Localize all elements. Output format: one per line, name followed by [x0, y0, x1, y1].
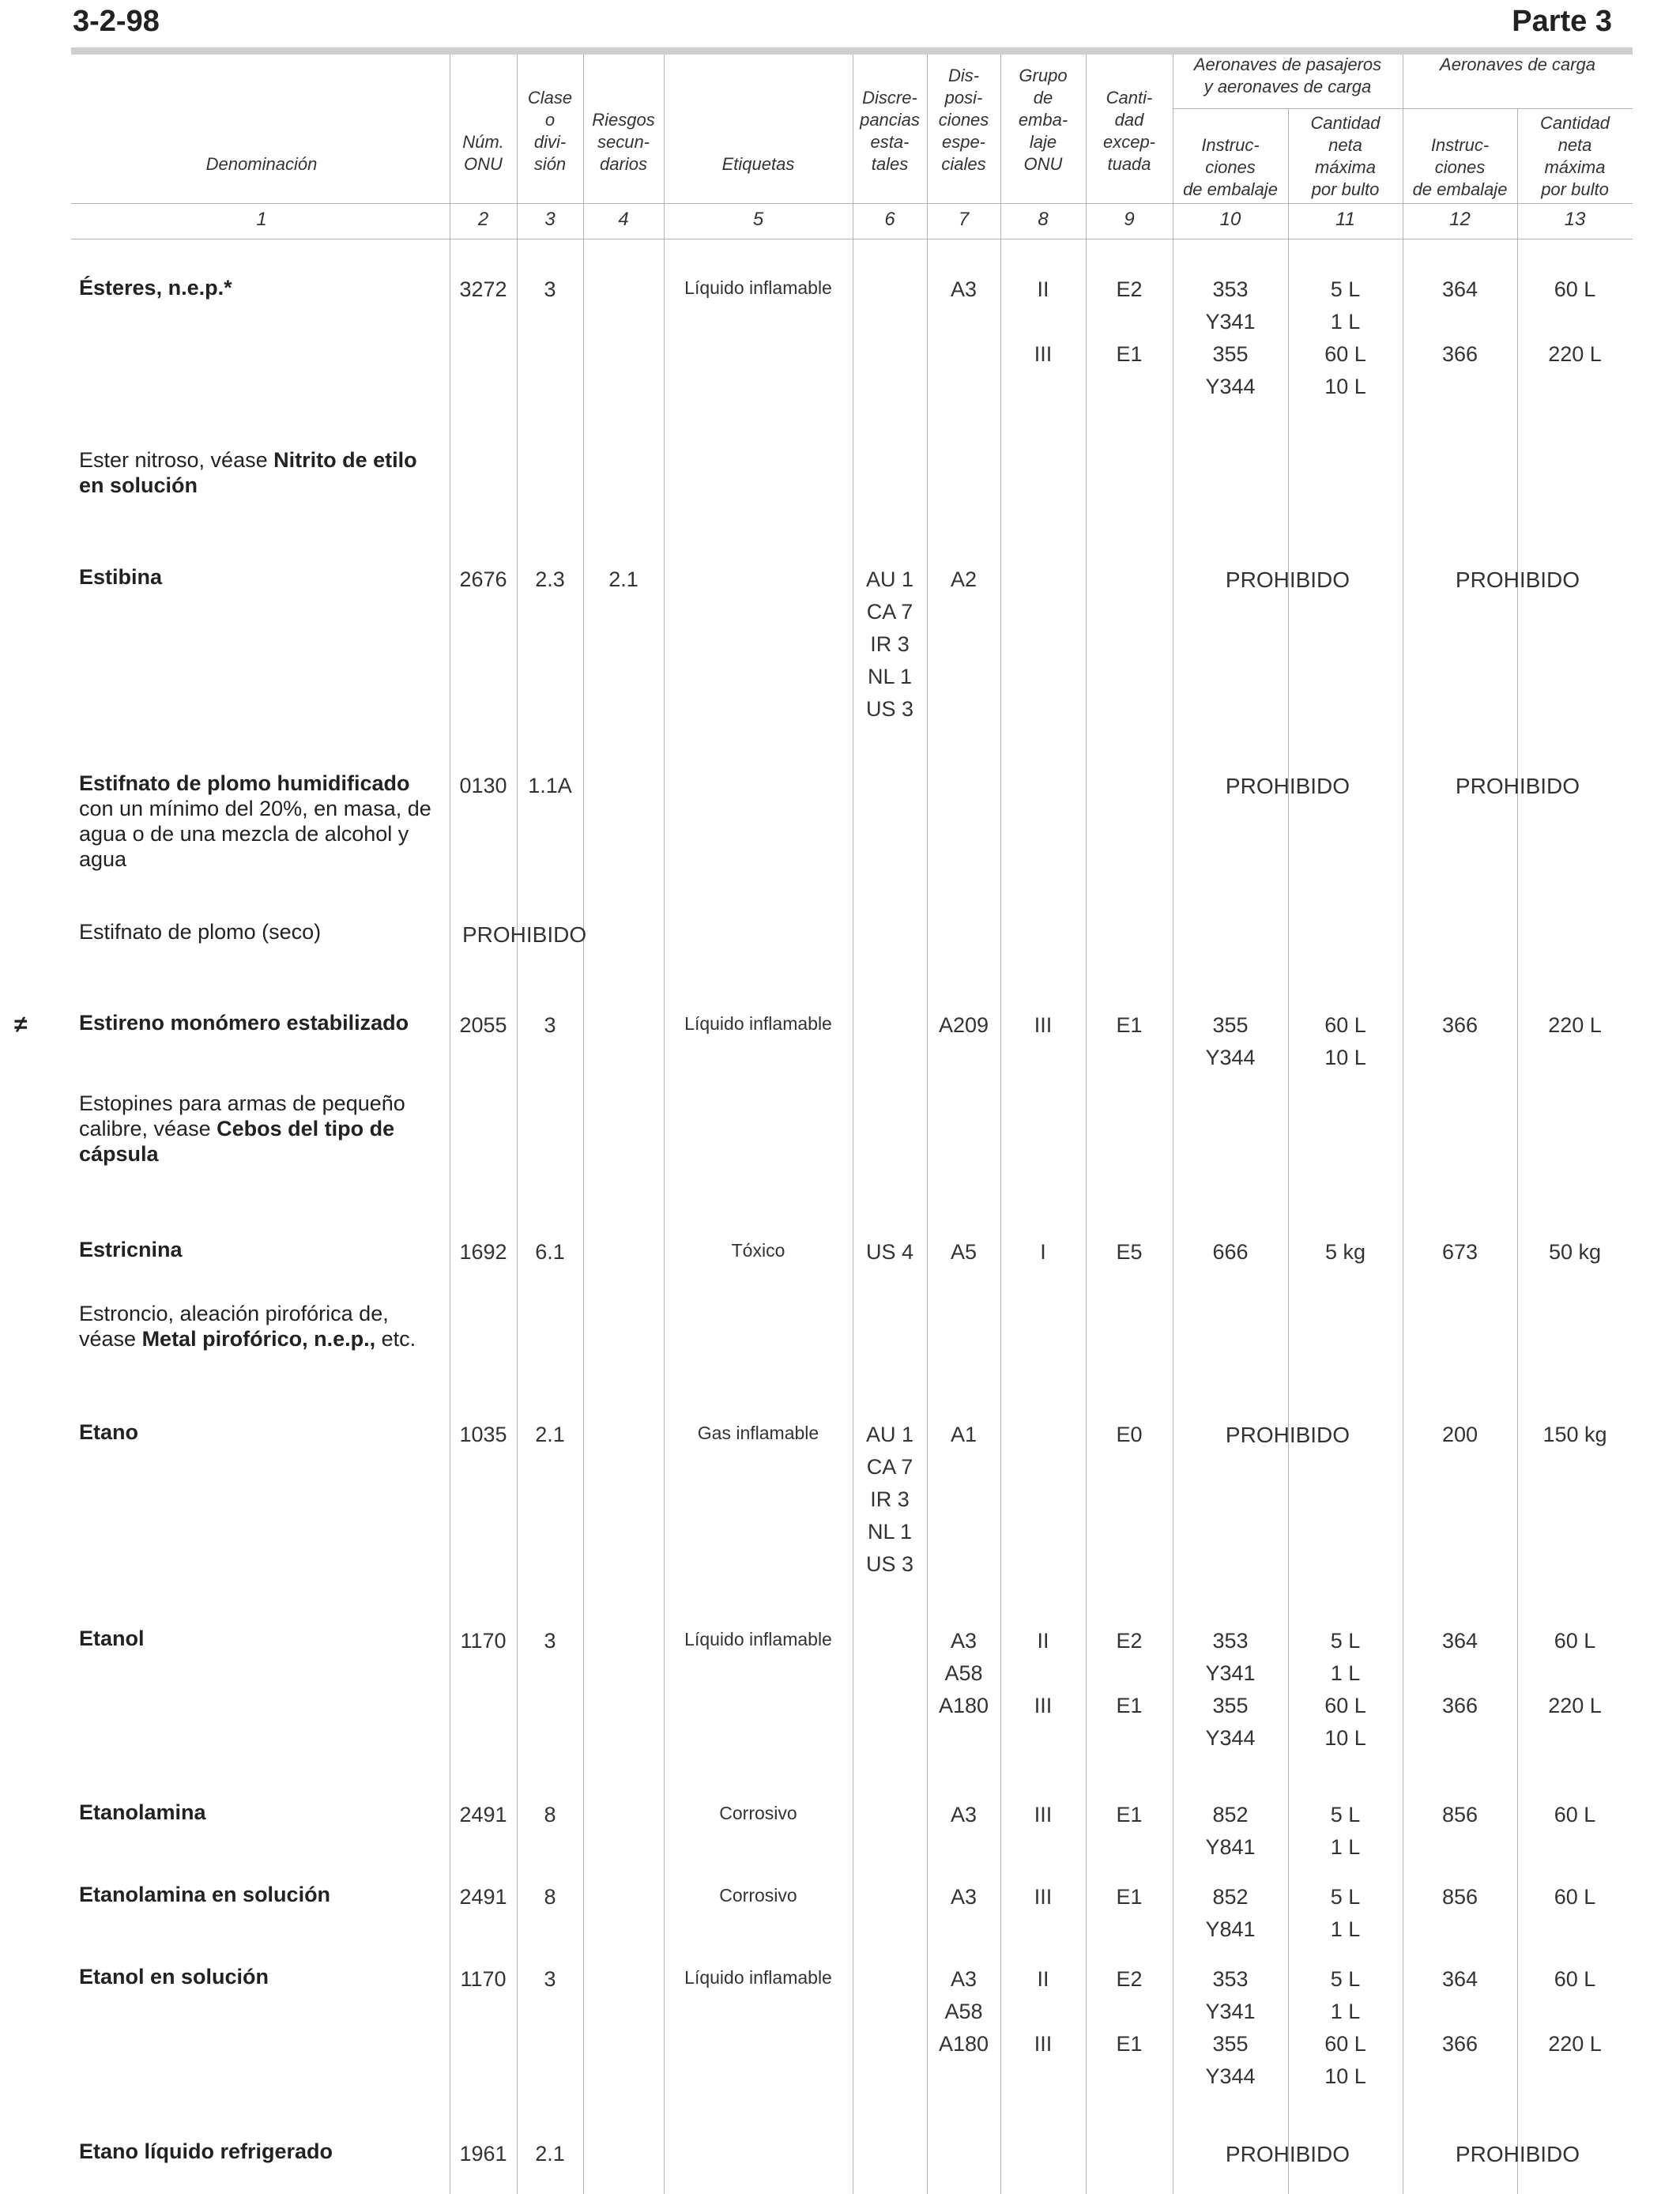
class-division: 8 [544, 1803, 556, 1826]
un-number: 1035 [459, 1423, 507, 1446]
max-quantity-pax: 5 kg [1324, 1240, 1366, 1264]
max-quantity-cargo: 60 L 220 L [1548, 1967, 1602, 2056]
special-provisions: A3 [950, 277, 977, 301]
hazard-label: Líquido inflamable [684, 277, 832, 298]
packing-instruction-pax: 353 Y341 355 Y344 [1205, 1967, 1256, 2088]
excepted-quantity: E1 [1116, 1885, 1143, 1909]
un-number: 0130 [459, 774, 507, 797]
max-quantity-cargo: 60 L [1554, 1885, 1596, 1909]
column-divider [927, 55, 928, 2194]
hazard-label: Tóxico [731, 1240, 785, 1261]
max-quantity-cargo: 220 L [1548, 1013, 1602, 1037]
column-number: 3 [544, 209, 556, 230]
class-division: 3 [544, 277, 556, 301]
prohibited-cargo: PROHIBIDO [1455, 774, 1580, 798]
column-divider [583, 55, 584, 2194]
header-disposiciones: Dis- posi- ciones espe- ciales [938, 66, 989, 174]
special-provisions: A209 [938, 1013, 989, 1037]
packing-instruction-pax: 852 Y841 [1205, 1803, 1256, 1859]
entry-name: Etano líquido refrigerado [79, 2139, 333, 2163]
packing-instruction-pax: 355 Y344 [1205, 1013, 1256, 1069]
excepted-quantity: E1 [1116, 1803, 1143, 1826]
forbidden-note: PROHIBIDO [462, 922, 587, 947]
page-header [73, 0, 1612, 51]
entry-name: Estroncio, aleación pirofórica de, véase Metal pirofórico, n.e.p., etc. [79, 1302, 416, 1351]
header-grupo: Grupo de emba- laje ONU [1018, 66, 1068, 174]
column-number: 4 [618, 209, 629, 230]
un-number: 2676 [459, 567, 507, 591]
hazard-label: Líquido inflamable [684, 1013, 832, 1034]
packing-instruction-cargo: 364 366 [1441, 1629, 1478, 1717]
packing-group: II III [1034, 1967, 1053, 2056]
excepted-quantity: E0 [1116, 1423, 1143, 1446]
un-number: 1170 [460, 1967, 507, 1991]
entry-name: Etanol en solución [79, 1965, 269, 1989]
hazard-label: Gas inflamable [697, 1423, 819, 1443]
column-number: 2 [477, 209, 489, 230]
packing-instruction-cargo: 673 [1441, 1240, 1478, 1264]
packing-group: III [1034, 1013, 1053, 1037]
max-quantity-cargo: 150 kg [1543, 1423, 1607, 1446]
header-cantidad-pax: Cantidad neta máxima por bulto [1310, 113, 1381, 199]
packing-instruction-cargo: 856 [1441, 1803, 1478, 1826]
special-provisions: A1 [950, 1423, 977, 1446]
hazard-label: Corrosivo [719, 1885, 797, 1906]
state-variations: AU 1 CA 7 IR 3 NL 1 US 3 [865, 567, 914, 721]
header-num-onu: Núm. ONU [462, 132, 504, 174]
max-quantity-cargo: 60 L 220 L [1548, 1629, 1602, 1717]
un-number: 2055 [459, 1013, 507, 1037]
class-division: 3 [544, 1013, 556, 1037]
prohibited-pax: PROHIBIDO [1225, 774, 1350, 798]
entry-name: Estricnina [79, 1238, 183, 1261]
class-division: 3 [544, 1967, 556, 1991]
packing-group: II III [1034, 277, 1053, 366]
column-number: 13 [1564, 209, 1586, 230]
class-division: 1.1A [528, 774, 572, 797]
header-etiquetas: Etiquetas [721, 154, 795, 174]
entry-name: Etanolamina en solución [79, 1883, 331, 1906]
header-instrucciones-pax: Instruc- ciones de embalaje [1183, 135, 1278, 199]
special-provisions: A3 A58 A180 [938, 1967, 989, 2056]
column-number: 6 [884, 209, 895, 230]
max-quantity-cargo: 50 kg [1548, 1240, 1602, 1264]
packing-instruction-pax: 852 Y841 [1205, 1885, 1256, 1941]
prohibited-cargo: PROHIBIDO [1455, 2142, 1580, 2166]
special-provisions: A3 A58 A180 [938, 1629, 989, 1717]
packing-group: III [1034, 1885, 1053, 1909]
special-provisions: A3 [950, 1885, 977, 1909]
column-number: 8 [1038, 209, 1049, 230]
class-division: 6.1 [535, 1240, 565, 1264]
un-number: 3272 [459, 277, 507, 301]
class-division: 8 [544, 1885, 556, 1909]
column-number: 7 [958, 209, 970, 230]
header-clase: Clase o divi- sión [527, 88, 573, 174]
column-number: 5 [752, 209, 764, 230]
column-divider [517, 55, 518, 2194]
un-number: 1961 [459, 2142, 507, 2166]
packing-instruction-pax: 666 [1212, 1240, 1249, 1264]
hazard-label: Líquido inflamable [684, 1967, 832, 1988]
max-quantity-cargo: 60 L 220 L [1548, 277, 1602, 366]
entry-name: Ester nitroso, véase Nitrito de etilo en solución [79, 448, 417, 497]
class-division: 2.1 [535, 1423, 565, 1446]
column-number: 10 [1219, 209, 1241, 230]
excepted-quantity: E1 [1116, 1013, 1143, 1037]
part-title: Parte 3 [1512, 5, 1612, 38]
header-discrepancias: Discre- pancias esta- tales [860, 88, 920, 174]
header-cantidad-cargo: Cantidad neta máxima por bulto [1539, 113, 1610, 199]
packing-instruction-cargo: 856 [1441, 1885, 1478, 1909]
column-number: 1 [256, 209, 267, 230]
max-quantity-pax: 5 L 1 L 60 L 10 L [1324, 277, 1366, 398]
packing-instruction-cargo: 366 [1441, 1013, 1478, 1037]
column-divider [1000, 55, 1001, 2194]
group-header-rule [1173, 108, 1633, 109]
header-bottom-rule [71, 203, 1633, 204]
entry-name: Ésteres, n.e.p.* [79, 276, 232, 300]
header-cantidad-exceptuada: Canti- dad excep- tuada [1102, 88, 1156, 174]
page-number: 3-2-98 [73, 5, 160, 38]
subsidiary-risk: 2.1 [608, 567, 638, 591]
max-quantity-pax: 5 L 1 L 60 L 10 L [1324, 1967, 1366, 2088]
packing-instruction-cargo: 364 366 [1441, 277, 1478, 366]
entry-name: Estifnato de plomo (seco) [79, 920, 322, 944]
header-carga-group: Aeronaves de carga [1440, 55, 1595, 74]
entry-name: Etanolamina [79, 1800, 206, 1824]
header-pasajeros-group: Aeronaves de pasajeros y aeronaves de carga [1193, 55, 1382, 96]
hazard-label: Líquido inflamable [684, 1629, 832, 1649]
un-number: 1170 [460, 1629, 507, 1653]
header-riesgos: Riesgos secun- darios [592, 110, 655, 174]
column-divider [664, 55, 665, 2194]
hazard-label: Corrosivo [719, 1803, 797, 1823]
un-number: 1692 [459, 1240, 507, 1264]
excepted-quantity: E2 E1 [1116, 277, 1143, 366]
prohibited-pax: PROHIBIDO [1225, 1423, 1350, 1447]
revision-marker: ≠ [14, 1012, 28, 1038]
un-number: 2491 [459, 1803, 507, 1826]
entry-name: Estifnato de plomo humidificado con un mínimo del 20%, en masa, de agua o de una mezcla de alcohol y agua [79, 771, 431, 871]
excepted-quantity: E5 [1116, 1240, 1143, 1264]
state-variations: US 4 [865, 1240, 914, 1264]
entry-name: Estireno monómero estabilizado [79, 1011, 409, 1035]
max-quantity-pax: 5 L 1 L [1330, 1803, 1361, 1859]
packing-instruction-pax: 353 Y341 355 Y344 [1205, 277, 1256, 398]
column-divider [1086, 55, 1087, 2194]
excepted-quantity: E2 E1 [1116, 1629, 1143, 1717]
packing-group: III [1034, 1803, 1053, 1826]
prohibited-pax: PROHIBIDO [1225, 2142, 1350, 2166]
class-division: 3 [544, 1629, 556, 1653]
packing-instruction-pax: 353 Y341 355 Y344 [1205, 1629, 1256, 1750]
entry-name: Etano [79, 1420, 139, 1444]
prohibited-cargo: PROHIBIDO [1455, 567, 1580, 592]
class-division: 2.1 [535, 2142, 565, 2166]
column-number: 12 [1449, 209, 1471, 230]
un-number: 2491 [459, 1885, 507, 1909]
entry-name: Etanol [79, 1627, 145, 1650]
packing-instruction-cargo: 200 [1441, 1423, 1478, 1446]
special-provisions: A3 [950, 1803, 977, 1826]
column-number: 11 [1335, 209, 1355, 230]
excepted-quantity: E2 E1 [1116, 1967, 1143, 2056]
entry-name: Estibina [79, 565, 163, 589]
max-quantity-pax: 5 L 1 L [1330, 1885, 1361, 1941]
max-quantity-cargo: 60 L [1554, 1803, 1596, 1826]
packing-instruction-cargo: 364 366 [1441, 1967, 1478, 2056]
packing-group: II III [1034, 1629, 1053, 1717]
state-variations: AU 1 CA 7 IR 3 NL 1 US 3 [865, 1423, 914, 1576]
column-number: 9 [1124, 209, 1135, 230]
class-division: 2.3 [535, 567, 565, 591]
max-quantity-pax: 60 L 10 L [1324, 1013, 1366, 1069]
special-provisions: A2 [950, 567, 977, 591]
prohibited-pax: PROHIBIDO [1225, 567, 1350, 592]
entry-name: Estopines para armas de pequeño calibre, véase Cebos del tipo de cápsula [79, 1091, 405, 1166]
special-provisions: A5 [950, 1240, 977, 1264]
max-quantity-pax: 5 L 1 L 60 L 10 L [1324, 1629, 1366, 1750]
header-instrucciones-cargo: Instruc- ciones de embalaje [1412, 135, 1508, 199]
packing-group: I [1040, 1240, 1046, 1264]
header-denominacion: Denominación [205, 154, 318, 174]
